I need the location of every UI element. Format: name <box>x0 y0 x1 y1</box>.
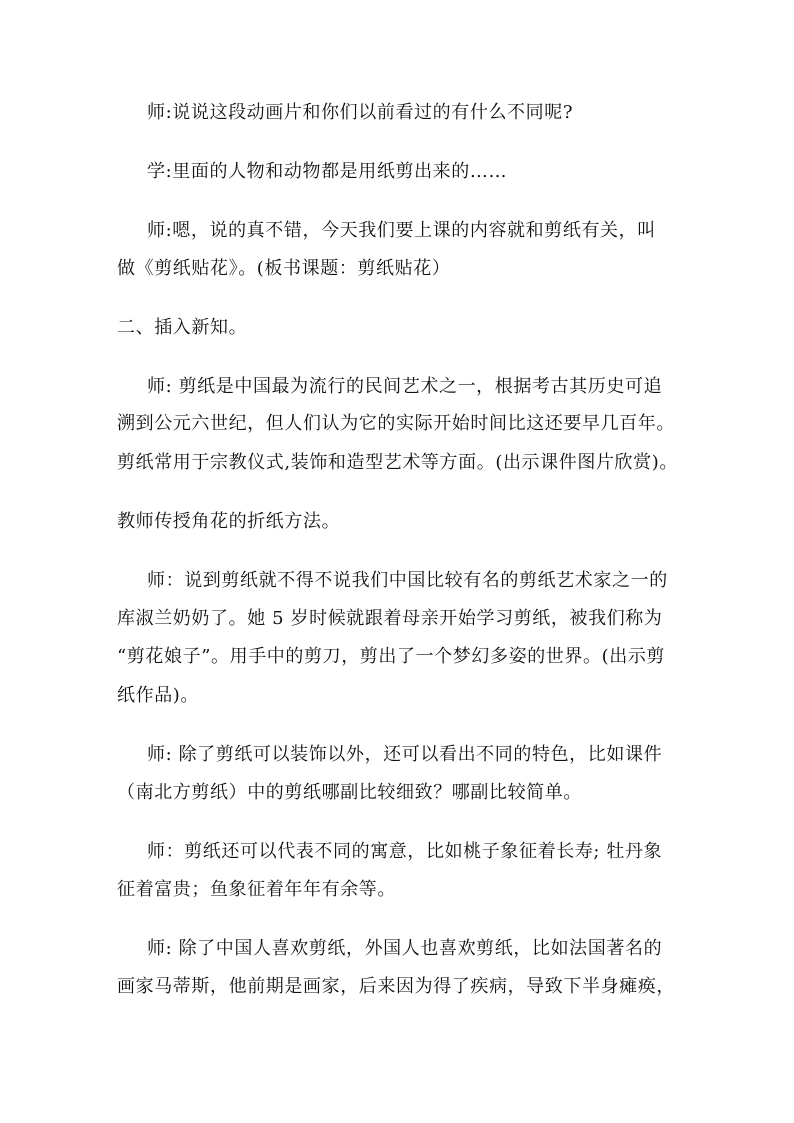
paragraph-line: “剪花娘子”。用手中的剪刀，剪出了一个梦幻多姿的世界。(出示剪 <box>117 646 666 667</box>
paragraph-line: 溯到公元六世纪，但人们认为它的实际开始时间比这还要早几百年。 <box>117 413 675 434</box>
paragraph-line: 画家马蒂斯，他前期是画家，后来因为得了疾病，导致下半身瘫痪， <box>117 976 675 997</box>
paragraph-line: 师: 剪纸是中国最为流行的民间艺术之一，根据考古其历史可追 <box>147 376 663 397</box>
paragraph-line: 师: 除了剪纸可以装饰以外，还可以看出不同的特色，比如课件 <box>147 744 663 765</box>
paragraph-line: 师：说到剪纸就不得不说我们中国比较有名的剪纸艺术家之一的 <box>147 570 668 591</box>
paragraph-line: 库淑兰奶奶了。她 5 岁时候就跟着母亲开始学习剪纸，被我们称为 <box>117 608 663 629</box>
dialogue-line-teacher-intro: 师:嗯，说的真不错，今天我们要上课的内容就和剪纸有关，叫 <box>147 220 656 241</box>
dialogue-line-teacher-question: 师:说说这段动画片和你们以前看过的有什么不同呢? <box>147 102 574 123</box>
paragraph-line: 师: 除了中国人喜欢剪纸，外国人也喜欢剪纸，比如法国著名的 <box>147 938 663 959</box>
section-heading: 二、插入新知。 <box>117 317 248 338</box>
paragraph-line: 纸作品)。 <box>117 685 200 706</box>
paragraph-line: 师：剪纸还可以代表不同的寓意，比如桃子象征着长寿; 牡丹象 <box>147 841 663 862</box>
dialogue-line-student-answer: 学:里面的人物和动物都是用纸剪出来的…… <box>147 161 508 182</box>
dialogue-line-teacher-intro-cont: 做《剪纸贴花》。(板书课题：剪纸贴花） <box>117 258 451 279</box>
paragraph-line: （南北方剪纸）中的剪纸哪副比较细致？哪副比较简单。 <box>117 782 582 803</box>
paragraph-line: 剪纸常用于宗教仪式,装饰和造型艺术等方面。(出示课件图片欣赏)。 <box>117 452 678 473</box>
paragraph-line: 征着富贵；鱼象征着年年有余等。 <box>117 879 396 900</box>
paragraph-line: 教师传授角花的折纸方法。 <box>117 511 341 532</box>
